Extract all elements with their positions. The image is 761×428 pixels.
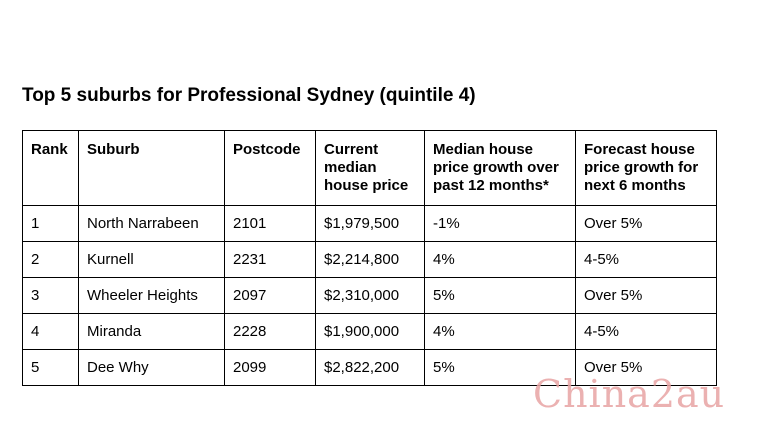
header-rank: Rank — [23, 131, 79, 206]
header-suburb: Suburb — [79, 131, 225, 206]
table-row — [23, 278, 717, 314]
header-forecast-6-months: Forecast house price growth for next 6 months — [576, 131, 717, 206]
header-current-price: Current median house price — [316, 131, 425, 206]
cell-rank: 3 — [23, 278, 79, 314]
cell-suburb: North Narrabeen — [79, 206, 225, 242]
cell-price: $1,979,500 — [316, 206, 425, 242]
cell-forecast: 4-5% — [576, 242, 717, 278]
cell-postcode: 2231 — [225, 242, 316, 278]
header-postcode: Postcode — [225, 131, 316, 206]
cell-forecast: Over 5% — [576, 278, 717, 314]
cell-price: $2,310,000 — [316, 278, 425, 314]
watermark: China2au — [533, 372, 726, 416]
table-title: Top 5 suburbs for Professional Sydney (quintile 4) — [22, 85, 476, 106]
cell-price: $1,900,000 — [316, 314, 425, 350]
cell-forecast: Over 5% — [576, 206, 717, 242]
cell-growth: 4% — [425, 314, 576, 350]
cell-price: $2,214,800 — [316, 242, 425, 278]
cell-rank: 5 — [23, 350, 79, 386]
cell-rank: 1 — [23, 206, 79, 242]
cell-postcode: 2101 — [225, 206, 316, 242]
cell-forecast: Over 5% — [576, 350, 717, 386]
suburbs-table — [22, 130, 717, 386]
cell-growth: 5% — [425, 350, 576, 386]
cell-suburb: Wheeler Heights — [79, 278, 225, 314]
cell-rank: 4 — [23, 314, 79, 350]
cell-postcode: 2097 — [225, 278, 316, 314]
cell-price: $2,822,200 — [316, 350, 425, 386]
cell-rank: 2 — [23, 242, 79, 278]
cell-suburb: Miranda — [79, 314, 225, 350]
cell-growth: 4% — [425, 242, 576, 278]
cell-forecast: 4-5% — [576, 314, 717, 350]
cell-postcode: 2099 — [225, 350, 316, 386]
cell-growth: -1% — [425, 206, 576, 242]
cell-growth: 5% — [425, 278, 576, 314]
cell-suburb: Dee Why — [79, 350, 225, 386]
cell-postcode: 2228 — [225, 314, 316, 350]
header-growth-12-months: Median house price growth over past 12 months* — [425, 131, 576, 206]
cell-suburb: Kurnell — [79, 242, 225, 278]
table-row — [23, 242, 717, 278]
table-row — [23, 314, 717, 350]
header-row — [23, 131, 717, 206]
table-row — [23, 206, 717, 242]
